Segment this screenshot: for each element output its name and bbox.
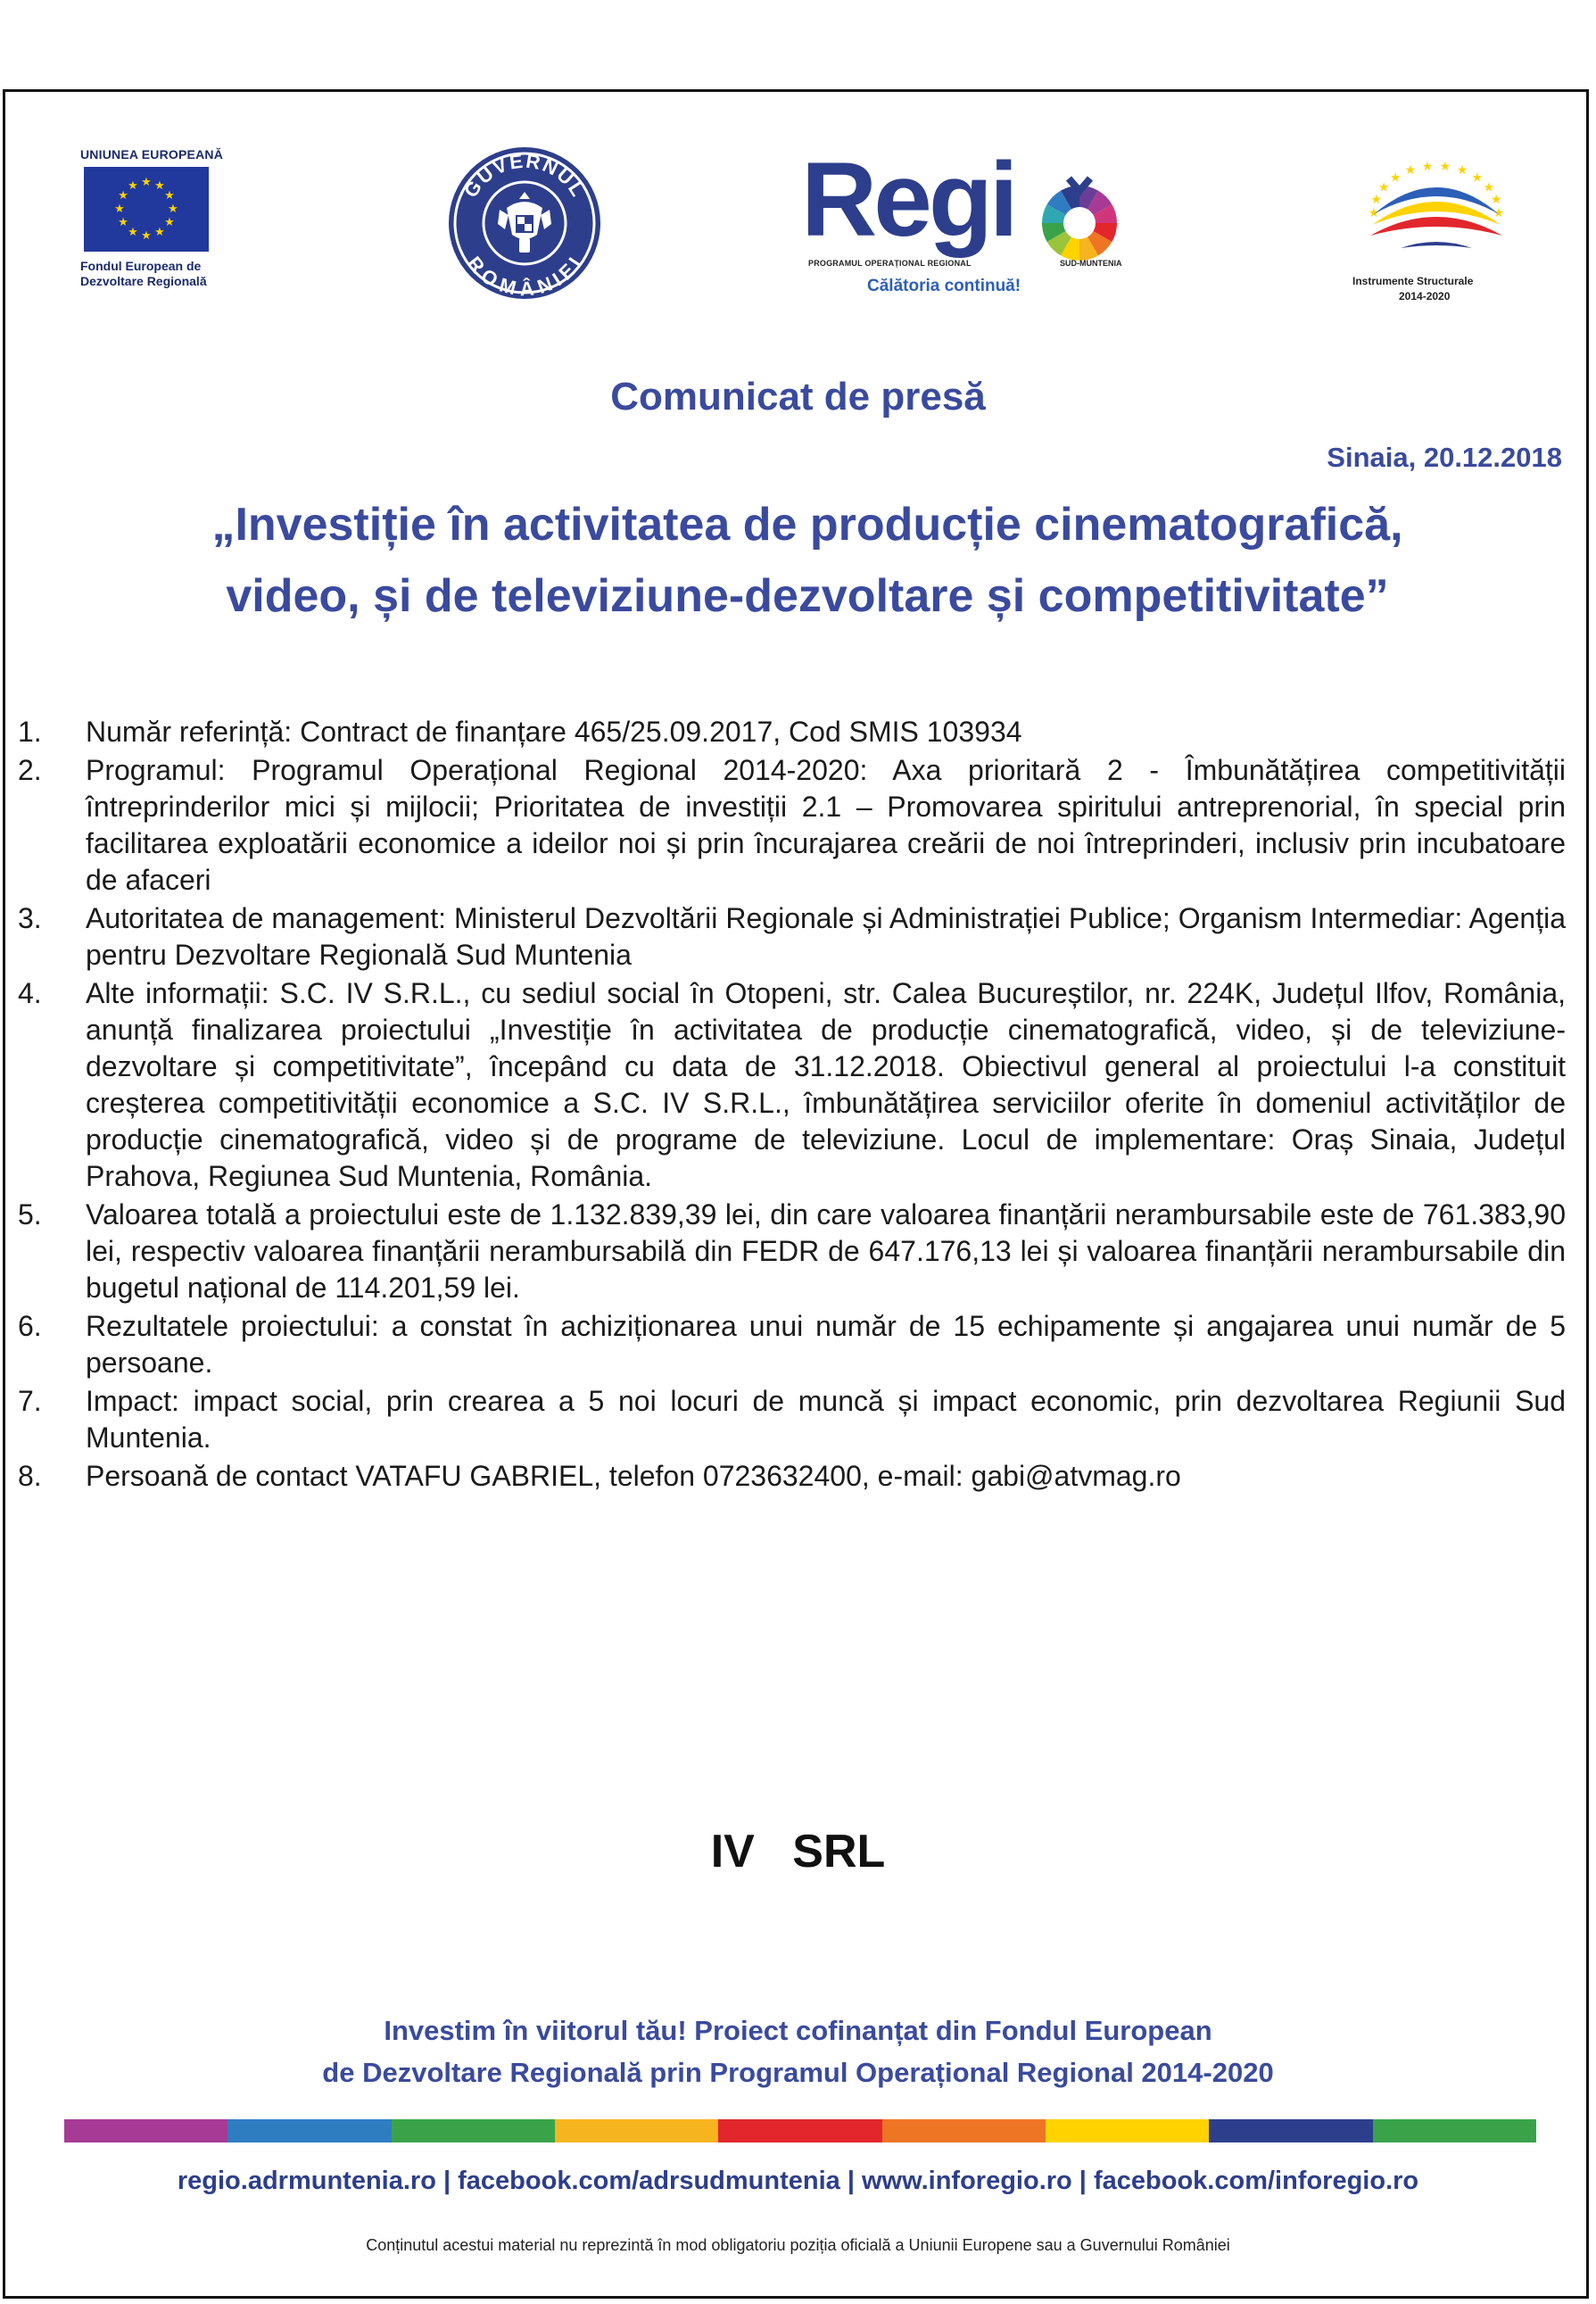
list-item-number: 6. — [18, 1310, 42, 1342]
structural-instruments-label: Instrumente Structurale — [1352, 275, 1474, 287]
eu-star-icon: ★ — [141, 175, 152, 188]
eu-subtitle-line2: Dezvoltare Regională — [80, 274, 207, 288]
list-item-text: Programul: Programul Operațional Regional 2014-2020: Axa prioritară 2 - Îmbunătățirea competitivității întreprinderilor mici și mijlocii; Prioritatea de investiții 2.1 – Promovarea spiritului antreprenorial, în special prin facilitarea exploatării economice a ideilor noi și prin încurajarea creării de noi întreprinderi, inclusiv prin incubatoare de afaceri — [86, 754, 1566, 896]
footer-links: regio.adrmuntenia.ro | facebook.com/adrsudmuntenia | www.inforegio.ro | facebook.com/inforegio.ro — [177, 2167, 1419, 2195]
is-star-icon: ★ — [1490, 192, 1502, 207]
list-item — [18, 1308, 1566, 1381]
list-item-number: 7. — [18, 1385, 42, 1417]
list-item-text: Rezultatele proiectului: a constat în achiziționarea unui număr de 15 echipamente și angajarea unui număr de 5 persoane. — [86, 1310, 1566, 1379]
list-item-number: 3. — [18, 902, 42, 934]
is-star-icon: ★ — [1421, 159, 1434, 174]
eu-logo — [80, 147, 245, 312]
eu-star-icon: ★ — [118, 188, 128, 202]
eu-logo-title: UNIUNEA EUROPEANĂ — [80, 147, 224, 162]
is-star-icon: ★ — [1439, 159, 1451, 174]
gov-seal-top-text: GUVERNUL — [459, 149, 591, 202]
footer-slogan-line2: de Dezvoltare Regională prin Programul Operațional Regional 2014-2020 — [322, 2057, 1274, 2088]
color-bar-segment — [1373, 2119, 1536, 2142]
project-title-line1: „Investiție în activitatea de producție cinematografică, — [211, 499, 1403, 551]
eu-disclaimer: Conținutul acestui material nu reprezintă în mod obligatoriu poziția oficială a Uniunii Europene sau a Guvernului României — [366, 2236, 1230, 2254]
eu-star-icon: ★ — [154, 178, 165, 193]
is-star-icon: ★ — [1370, 192, 1383, 207]
eu-star-icon: ★ — [114, 202, 125, 215]
color-bar-segment — [1209, 2119, 1372, 2142]
structural-instruments-years: 2014-2020 — [1399, 290, 1451, 303]
color-bar-segment — [392, 2119, 555, 2142]
regio-wordmark: Regi — [801, 141, 1015, 259]
list-item — [18, 714, 1566, 750]
list-item-text: Impact: impact social, prin crearea a 5 noi locuri de muncă și impact economic, prin dezvoltarea Regiunii Sud Muntenia. — [86, 1385, 1566, 1454]
list-item-text: Alte informații: S.C. IV S.R.L., cu sediul social în Otopeni, str. Calea Bucureștilor, nr. 224K, Județul Ilfov, România, anunță finalizarea proiectului „Investiție în activitatea de producție cinematografică, video, și de televiziune-dezvoltare și competitivitate”, începând cu data de 31.12.2018. Obiectivul general al proiectului l-a constituit creșterea competitivității economice a S.C. IV S.R.L., îmbunătățirea serviciilor oferite în domeniul activităților de producție cinematografică, video și de programe de televiziune. Locul de implementare: Oraș Sinaia, Județul Prahova, Regiunea Sud Muntenia, România. — [86, 977, 1566, 1192]
is-star-icon: ★ — [1404, 162, 1417, 178]
list-item — [18, 1197, 1566, 1306]
footer-slogan — [0, 2010, 1596, 2093]
color-bar-segment — [227, 2119, 391, 2142]
list-item-number: 5. — [18, 1198, 42, 1231]
eu-subtitle-line1: Fondul European de — [80, 259, 202, 273]
list-item-text: Persoană de contact VATAFU GABRIEL, telefon 0723632400, e-mail: gabi@atvmag.ro — [86, 1460, 1181, 1492]
is-star-icon: ★ — [1368, 205, 1380, 220]
list-item — [18, 752, 1566, 899]
color-bar-segment — [882, 2119, 1046, 2142]
eu-star-icon: ★ — [141, 228, 152, 242]
regio-color-wheel-icon — [1035, 175, 1124, 264]
list-item-number: 2. — [18, 754, 42, 786]
list-item-number: 4. — [18, 977, 42, 1009]
eu-star-icon: ★ — [118, 215, 128, 228]
project-title — [54, 489, 1561, 632]
is-star-icon: ★ — [1456, 162, 1468, 178]
eu-star-icon: ★ — [154, 224, 165, 238]
list-item-number: 1. — [18, 716, 42, 748]
regio-region-text: SUD-MUNTENIA — [1060, 259, 1122, 268]
gov-seal-bottom-text: ROMÂNIEI — [462, 252, 587, 301]
is-star-icon: ★ — [1389, 170, 1402, 185]
list-item — [18, 1383, 1566, 1456]
color-bar-segment — [555, 2119, 718, 2142]
government-seal-logo — [444, 138, 605, 308]
list-item — [18, 900, 1566, 974]
regio-logo — [801, 141, 1140, 317]
color-bar-segment — [718, 2119, 881, 2142]
list-item — [18, 975, 1566, 1195]
is-star-icon: ★ — [1377, 179, 1390, 195]
press-release-heading: Comunicat de presă — [610, 375, 986, 419]
list-item-number: 8. — [18, 1460, 42, 1492]
rainbow-color-bar — [64, 2119, 1536, 2142]
color-bar-segment — [64, 2119, 227, 2142]
footer-slogan-line1: Investim în viitorul tău! Proiect cofinanțat din Fondul European — [384, 2015, 1212, 2046]
list-item-text: Autoritatea de management: Ministerul Dezvoltării Regionale și Administrației Publice; Organism Intermediar: Agenția pentru Dezvoltare Regională Sud Muntenia — [86, 902, 1566, 971]
is-star-icon: ★ — [1471, 170, 1484, 185]
date-location: Sinaia, 20.12.2018 — [1327, 442, 1562, 473]
structural-instruments-logo — [1347, 143, 1526, 312]
regio-tagline: Călătoria continuă! — [867, 277, 1021, 295]
project-title-line2: video, și de televiziune-dezvoltare și competitivitate” — [226, 570, 1389, 622]
eu-logo-subtitle — [80, 259, 207, 289]
eu-star-icon: ★ — [168, 202, 178, 215]
eu-star-icon: ★ — [128, 224, 138, 238]
list-item — [18, 1458, 1566, 1495]
regio-program-text: PROGRAMUL OPERAȚIONAL REGIONAL — [808, 259, 972, 268]
company-name: IV SRL — [710, 1826, 886, 1877]
is-star-icon: ★ — [1493, 205, 1505, 220]
eu-star-icon: ★ — [164, 215, 175, 228]
eu-star-icon: ★ — [164, 188, 175, 202]
project-info-list — [18, 714, 1566, 1496]
eu-flag-icon — [84, 167, 209, 252]
eu-star-icon: ★ — [128, 178, 138, 193]
list-item-text: Valoarea totală a proiectului este de 1.132.839,39 lei, din care valoarea finanțării nerambursabile este de 761.383,90 lei, respectiv valoarea finanțării nerambursabilă din FEDR de 647.176,13 lei și valoarea finanțării nerambursabile din bugetul național de 114.201,59 lei. — [86, 1198, 1566, 1304]
is-star-icon: ★ — [1483, 179, 1495, 195]
color-bar-segment — [1046, 2119, 1209, 2142]
list-item-text: Număr referință: Contract de finanțare 465/25.09.2017, Cod SMIS 103934 — [86, 716, 1022, 748]
structural-instruments-icon — [1347, 143, 1526, 272]
